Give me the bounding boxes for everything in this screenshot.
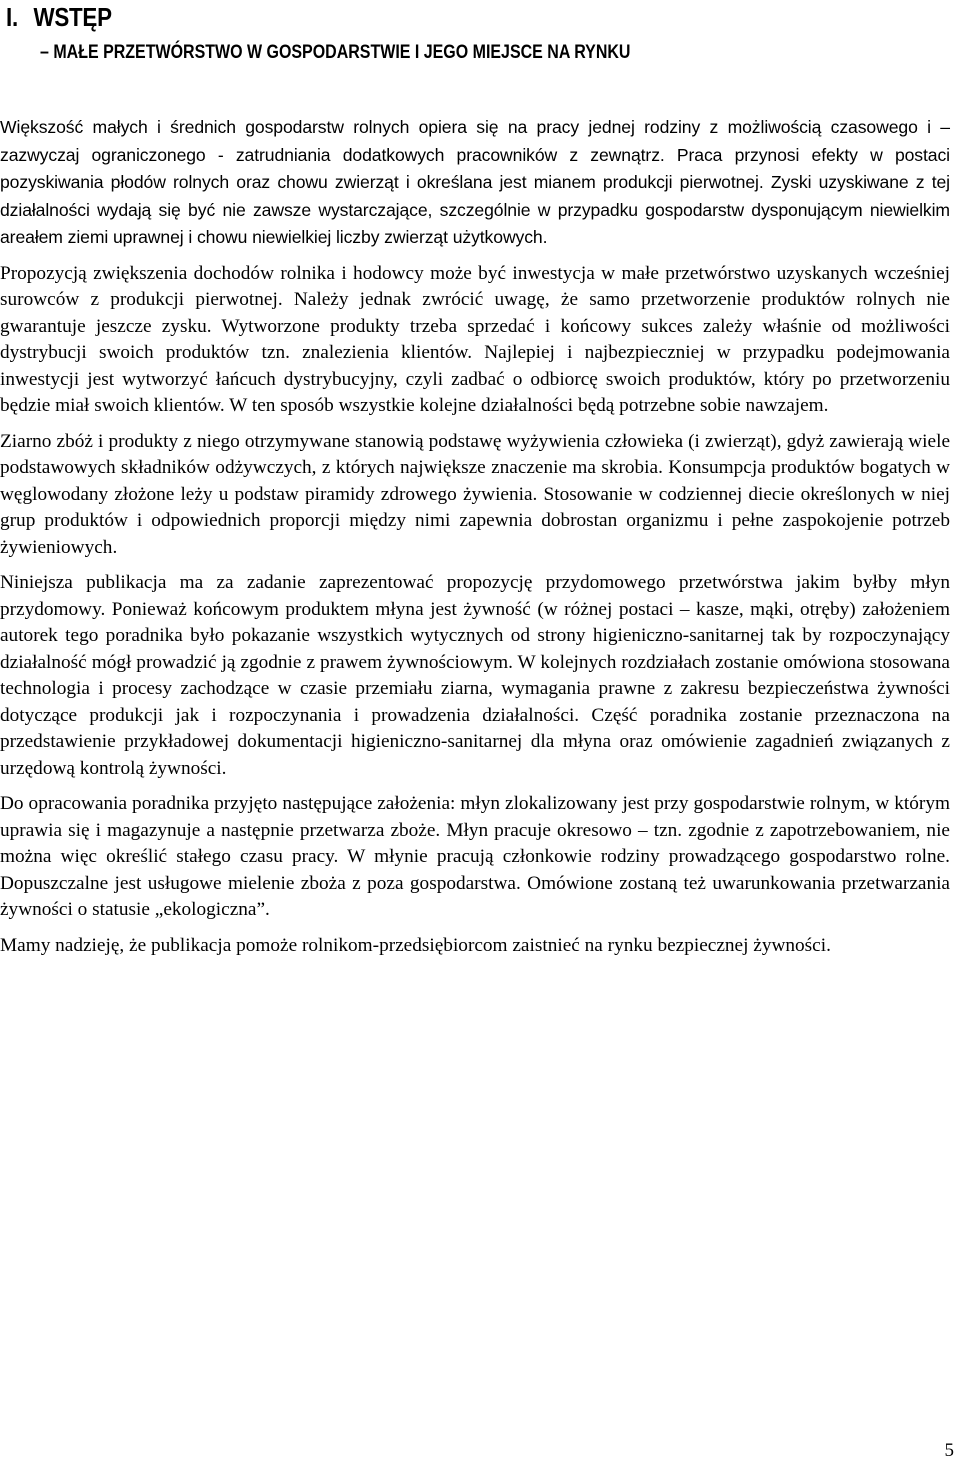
paragraph-income-proposal: Propozycją zwiększenia dochodów rolnika i hodowcy może być inwestycja w małe przetwórstwo uzyskanych wcześniej surowców z produkcji pierwotnej. Należy jednak zwrócić uwagę, że samo przetworzenie produktów rolnych nie gwarantuje jeszcze zysku. Wytworzone produkty trzeba sprzedać i końcowy sukces zależy właśnie od możliwości dystrybucji swoich produktów tzn. znalezienia klientów. Najlepiej i najbezpieczniej w przypadku podejmowania inwestycji jest wytworzyć łańcuch dystrybucyjny, czyli zadbać o odbiorcę swoich produktów, który po przetworzeniu będzie miał swoich klientów. W ten sposób wszystkie kolejne działalności będą potrzebne sobie nawzajem.	[0, 262, 950, 416]
body-text	[0, 114, 950, 968]
chapter-subtitle: – MAŁE PRZETWÓRSTWO W GOSPODARSTWIE I JEGO MIEJSCE NA RYNKU	[40, 41, 631, 63]
page-number: 5	[944, 1440, 954, 1461]
paragraph-intro: Większość małych i średnich gospodarstw rolnych opiera się na pracy jednej rodziny z możliwością czasowego i – zazwyczaj ograniczonego - zatrudniania dodatkowych pracowników z zewnątrz. Praca przynosi efekty w postaci pozyskiwania płodów rolnych oraz chowu zwierząt i określana jest mianem produkcji pierwotnej. Zyski uzyskiwane z tej działalności wydają się być nie zawsze wystarczające, szczególnie w przypadku gospodarstw dysponującym niewielkim areałem ziemi uprawnej i chowu niewielkiej liczby zwierząt użytkowych.	[0, 117, 950, 247]
chapter-number: I.	[6, 2, 18, 32]
paragraph-closing: Mamy nadzieję, że publikacja pomoże rolnikom-przedsiębiorcom zaistnieć na rynku bezpiecznej żywności.	[0, 934, 831, 956]
chapter-heading	[6, 0, 823, 40]
paragraph-assumptions: Do opracowania poradnika przyjęto następujące założenia: młyn zlokalizowany jest przy gospodarstwie rolnym, w którym uprawia się i magazynuje a następnie przetwarza zboże. Młyn pracuje okresowo – tzn. zgodnie z zapotrzebowaniem, nie można więc określić stałego czasu pracy. W młynie pracują członkowie rodziny prowadzącego gospodarstwo rolne. Dopuszczalne jest usługowe mielenie zboża z poza gospodarstwa. Omówione zostaną też uwarunkowania przetwarzania żywności o statusie „ekologiczna”.	[0, 793, 950, 920]
chapter-title: WSTĘP	[33, 2, 112, 32]
paragraph-publication-purpose: Niniejsza publikacja ma za zadanie zaprezentować propozycję przydomowego przetwórstwa jakim byłby młyn przydomowy. Ponieważ końcowym produktem młyna jest żywność (w różnej postaci – kasze, mąki, otręby) założeniem autorek tego poradnika było pokazanie wszystkich wytycznych od strony higieniczno-sanitarnej tak by rozpoczynający działalność mógł prowadzić ją zgodnie z prawem żywnościowym. W kolejnych rozdziałach zostanie omówiona stosowana technologia i procesy zachodzące w czasie przemiału ziarna, wymagania prawne z zakresu bezpieczeństwa żywności dotyczące produkcji jak i rozpoczynania i prowadzenia działalności. Część poradnika zostanie przeznaczona na przedstawienie przykładowej dokumentacji higieniczno-sanitarnej dla młyna oraz omówienie zagadnień związanych z urzędową kontrolą żywności.	[0, 572, 950, 779]
document-page	[6, 0, 956, 80]
paragraph-grain-nutrition: Ziarno zbóż i produkty z niego otrzymywane stanowią podstawę wyżywienia człowieka (i zwierząt), gdyż zawierają wiele podstawowych składników odżywczych, z których największe znaczenie ma skrobia. Konsumpcja produktów bogatych w węglowodany złożone leży u podstaw piramidy zdrowego żywienia. Stosowanie w codziennej diecie określonych w niej grup produktów i odpowiednich proporcji między nimi zapewnia dobrostan organizmu i pełne zaspokojenie potrzeb żywieniowych.	[0, 430, 950, 558]
